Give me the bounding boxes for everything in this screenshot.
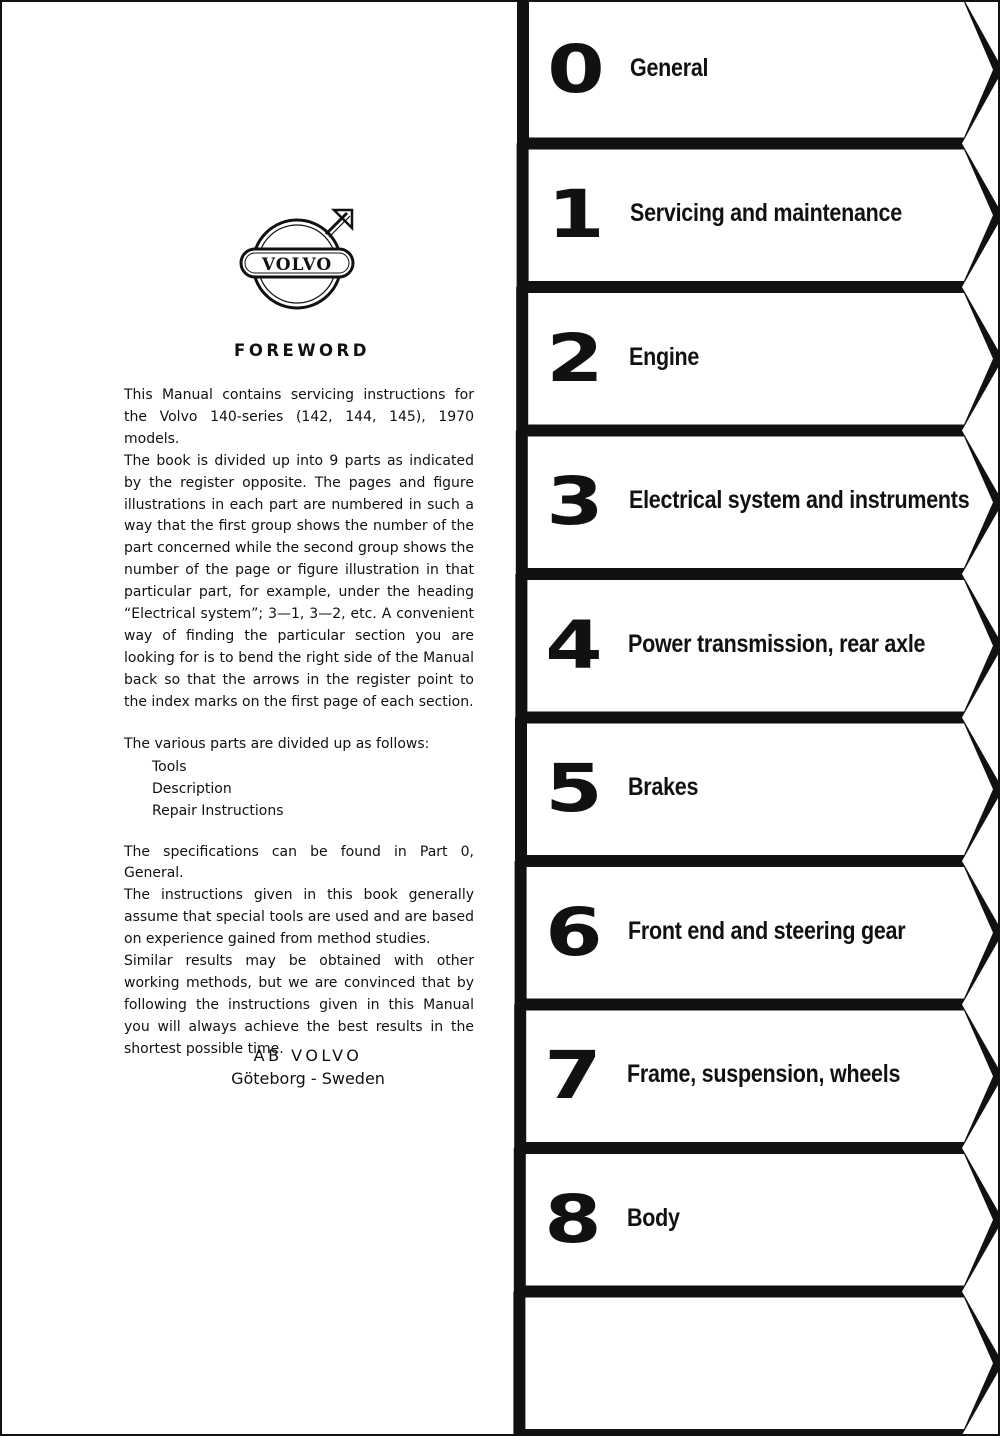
register-tab-number: 0 [547, 30, 605, 108]
register-tab-label: Engine [629, 342, 700, 371]
signature-company: AB VOLVO [253, 1046, 363, 1065]
register-tab-number: 6 [544, 893, 603, 971]
foreword-paragraph: The instructions given in this book generally assume that special tools are used and are based on experience gained from method studies. [124, 887, 474, 948]
register-tab-label: Frame, suspension, wheels [627, 1060, 901, 1089]
register-tab-number: 2 [546, 319, 604, 397]
signature-location: Göteborg - Sweden [231, 1069, 385, 1088]
list-item: Description [152, 780, 232, 797]
register-tab-number: 8 [544, 1180, 602, 1258]
foreword-paragraph: Similar results may be obtained with other working methods, but we are convinced that by following the instructions given in this Manual you will always achieve the best results in the shortest possible time. [124, 953, 474, 1057]
register-tab-label: Servicing and maintenance [629, 199, 902, 228]
register-tab-label: Brakes [628, 773, 699, 802]
register-tab-face [525, 1298, 993, 1430]
register-tab-number: 3 [546, 463, 604, 541]
list-item: Tools [152, 758, 187, 775]
section-register [2, 2, 1000, 1436]
list-item: Repair Instructions [152, 802, 284, 819]
register-tab-number: 1 [546, 176, 605, 254]
register-tab-label: General [630, 53, 709, 82]
foreword-paragraph: The various parts are divided up as follows: [124, 735, 430, 752]
register-tab-label: Electrical system and instruments [628, 486, 970, 515]
foreword-paragraph: The specifications can be found in Part 0, General. [124, 843, 474, 882]
foreword-paragraph: The book is divided up into 9 parts as indicated by the register opposite. The pages and figure illustrations in each part are numbered in such a way that the first group shows the number of the part concerned while the second group shows the number of the page or figure illustration in that particular part, for example, under the heading “Electrical system”; 3—1, 3—2, etc. A convenient way of finding the particular section you are looking for is to bend the right side of the Manual back so that the arrows in the register point to the index marks on the first page of each section. [124, 452, 474, 710]
register-tab-number: 4 [545, 606, 604, 684]
foreword-paragraph: This Manual contains servicing instructions for the Volvo 140-series (142, 144, 145), 1970 models. [124, 387, 474, 447]
page-title: FOREWORD [234, 341, 370, 360]
register-tab-number: 7 [544, 1037, 602, 1115]
logo-wordmark: VOLVO [261, 255, 333, 275]
register-tab-label: Front end and steering gear [627, 916, 905, 945]
register-tab-number: 5 [545, 750, 603, 828]
register-tab-label: Body [626, 1203, 680, 1232]
register-tab-label: Power transmission, rear axle [628, 629, 926, 658]
